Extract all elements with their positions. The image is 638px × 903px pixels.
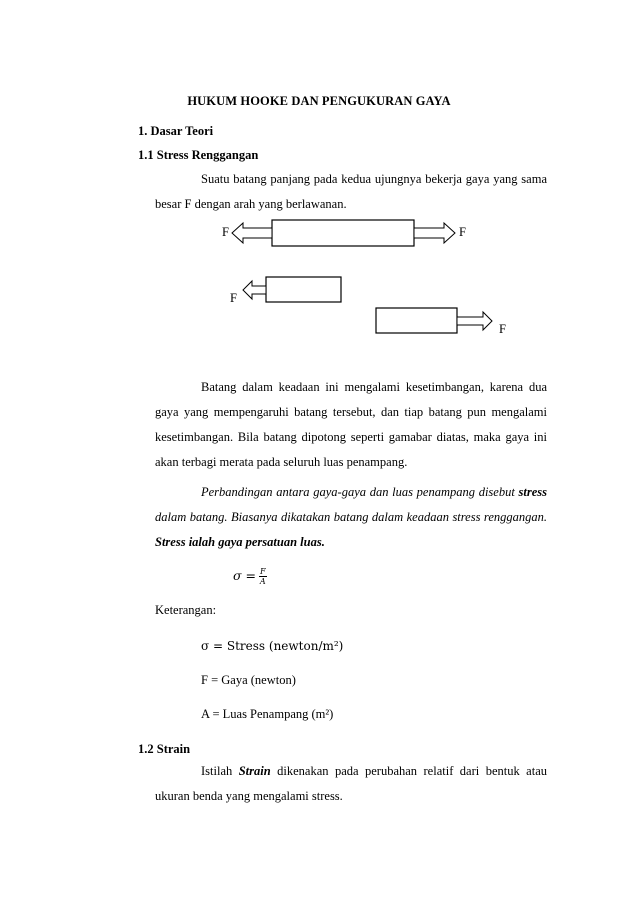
force-label-left-top: F	[222, 225, 229, 239]
formula-fraction	[259, 567, 267, 586]
formula-lhs: σ =	[233, 568, 256, 583]
section-heading-dasar-teori: 1. Dasar Teori	[138, 124, 214, 138]
force-label-left-piece: F	[230, 291, 237, 305]
paragraph-stress-intro-text: Suatu batang panjang pada kedua ujungnya bekerja gaya yang sama besar F dengan arah yang berlawanan.	[155, 172, 547, 211]
legend-force: F = Gaya (newton)	[201, 673, 296, 687]
right-piece-force-arrow	[457, 312, 492, 330]
stress-def-text-1: Perbandingan antara gaya-gaya dan luas penampang disebut	[201, 485, 519, 499]
force-label-right-piece: F	[499, 322, 506, 336]
paragraph-equilibrium	[155, 375, 547, 475]
strain-text-2: dikenakan pada perubahan relatif dari bentuk atau ukuran benda yang mengalami stress.	[155, 764, 547, 803]
document-title: HUKUM HOOKE DAN PENGUKURAN GAYA	[187, 94, 451, 108]
strain-bold-term: Strain	[238, 764, 271, 778]
left-cut-piece	[266, 277, 341, 302]
stress-def-bold-1: stress	[518, 485, 547, 499]
paragraph-stress-definition	[155, 480, 547, 555]
subsection-heading-stress: 1.1 Stress Renggangan	[138, 148, 259, 162]
formula-numerator: F	[259, 567, 266, 576]
paragraph-equilibrium-text: Batang dalam keadaan ini mengalami kesetimbangan, karena dua gaya yang mempengaruhi batang tersebut, dan tiap batang pun mengalami kesetimbangan. Bila batang dipotong seperti gamabar diatas, maka gaya ini akan terbagi merata pada seluruh luas penampang.	[155, 380, 547, 469]
strain-text-1: Istilah	[201, 764, 239, 778]
formula-denominator: A	[259, 577, 266, 586]
right-force-arrow	[414, 223, 455, 243]
stress-def-bold-2: Stress ialah gaya persatuan luas.	[155, 535, 325, 549]
force-label-right-top: F	[459, 225, 466, 239]
stress-def-text-2: dalam batang. Biasanya dikatakan batang dalam keadaan stress renggangan.	[155, 510, 547, 524]
legend-sigma: σ = Stress (newton/m²)	[201, 639, 344, 653]
stress-formula	[233, 567, 267, 586]
long-bar	[272, 220, 414, 246]
right-cut-piece	[376, 308, 457, 333]
left-force-arrow	[232, 223, 272, 243]
legend-area: A = Luas Penampang (m²)	[201, 707, 334, 721]
force-diagram	[0, 0, 638, 360]
left-piece-force-arrow	[243, 281, 266, 299]
subsection-heading-strain: 1.2 Strain	[138, 742, 191, 756]
paragraph-strain	[155, 759, 547, 809]
keterangan-label: Keterangan:	[155, 603, 217, 617]
